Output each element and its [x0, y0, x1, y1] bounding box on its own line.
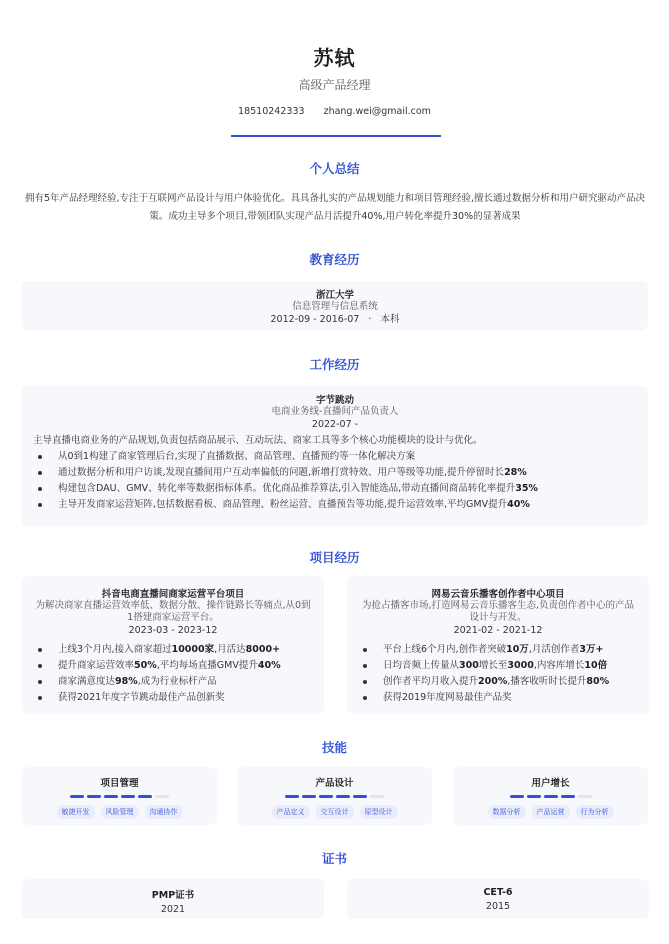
skill-level-segment — [336, 795, 350, 798]
skill-level-segment — [155, 795, 169, 798]
skill-level-segment — [70, 795, 84, 798]
skill-tags — [453, 805, 648, 819]
list-item: 提升商家运营效率50%,平均每场直播GMV提升40% — [38, 658, 324, 674]
skill-tag: 产品定义 — [272, 805, 310, 819]
section-title-skills: 技能 — [321, 740, 347, 755]
work-role: 电商业务线-直播间产品负责人 — [271, 406, 399, 417]
list-item: 平台上线6个月内,创作者突破10万,月活创作者3万+ — [363, 642, 649, 658]
skill-card — [453, 767, 648, 825]
cert-name: PMP证书 — [151, 890, 195, 901]
skill-tag: 原型设计 — [360, 805, 398, 819]
section-title-certs: 证书 — [321, 851, 347, 866]
company-name: 字节跳动 — [315, 395, 354, 406]
contact-info — [0, 106, 669, 117]
cert-card — [347, 879, 649, 919]
education-meta — [22, 313, 648, 326]
skill-level-segment — [319, 795, 333, 798]
skill-level-segment — [121, 795, 135, 798]
skill-tag: 数据分析 — [488, 805, 526, 819]
project-name: 网易云音乐播客创作者中心项目 — [431, 589, 565, 600]
skill-tag: 产品运营 — [532, 805, 570, 819]
skill-tag: 交互设计 — [316, 805, 354, 819]
skill-level-segment — [104, 795, 118, 798]
cert-year: 2021 — [160, 904, 186, 915]
header-divider — [231, 135, 441, 137]
list-item: 从0到1构建了商家管理后台,实现了直播数据、商品管理、直播预约等一体化解决方案 — [38, 449, 648, 465]
project-card — [347, 576, 649, 714]
section-title-education: 教育经历 — [309, 252, 360, 267]
skill-level-bar — [453, 795, 648, 798]
project-name: 抖音电商直播间商家运营平台项目 — [101, 589, 245, 600]
skill-level-segment — [544, 795, 558, 798]
resume-name: 苏轼 — [313, 46, 356, 70]
skill-level-segment — [561, 795, 575, 798]
list-item: 通过数据分析和用户访谈,发现直播间用户互动率偏低的问题,新增打赏特效、用户等级等功能,提升停留时长28% — [38, 465, 648, 481]
phone-number: 18510242333 — [238, 106, 305, 117]
school-name: 浙江大学 — [315, 290, 354, 301]
list-item: 获得2021年度字节跳动最佳产品创新奖 — [38, 690, 324, 706]
project-description: 为解决商家直播运营效率低、数据分散、操作链路长等痛点,从0到1搭建商家运营平台。 — [35, 600, 311, 623]
work-bullets — [22, 449, 648, 513]
project-bullets — [347, 642, 649, 706]
skill-tag: 敏捷开发 — [57, 805, 95, 819]
section-title-work: 工作经历 — [309, 357, 360, 372]
work-card — [22, 386, 648, 526]
skill-level-segment — [578, 795, 592, 798]
skill-name: 项目管理 — [100, 778, 139, 789]
list-item: 日均音频上传量从300增长至3000,内容库增长10倍 — [363, 658, 649, 674]
list-item: 主导开发商家运营矩阵,包括数据看板、商品管理、粉丝运营、直播预告等功能,提升运营效率,平均GMV提升40% — [38, 497, 648, 513]
skill-tag: 风险管理 — [101, 805, 139, 819]
skill-level-segment — [527, 795, 541, 798]
skill-level-bar — [22, 795, 217, 798]
list-item: 上线3个月内,接入商家超过10000家,月活达8000+ — [38, 642, 324, 658]
summary-text: 拥有5年产品经理经验,专注于互联网产品设计与用户体验优化。具具备扎实的产品规划能力和项目管理经验,擅长通过数据分析和用户研究驱动产品决策。成功主导多个项目,带领团队实现产品月活提升40%,用户转化率提升30%的显著成果 — [24, 193, 646, 222]
skill-level-segment — [302, 795, 316, 798]
separator: · — [368, 314, 372, 325]
education-card — [22, 281, 648, 331]
skill-tag: 行为分析 — [576, 805, 614, 819]
skill-tags — [237, 805, 432, 819]
email-address[interactable]: zhang.wei@gmail.com — [323, 106, 431, 117]
project-card — [22, 576, 324, 714]
skill-level-segment — [370, 795, 384, 798]
skill-name: 产品设计 — [315, 778, 354, 789]
project-dates: 2021-02 - 2021-12 — [453, 625, 543, 636]
skill-name: 用户增长 — [531, 778, 570, 789]
job-title: 高级产品经理 — [298, 78, 371, 92]
skill-level-segment — [285, 795, 299, 798]
skill-level-segment — [510, 795, 524, 798]
project-bullets — [22, 642, 324, 706]
cert-name: CET-6 — [483, 887, 513, 898]
skill-card — [237, 767, 432, 825]
skill-card — [22, 767, 217, 825]
cert-card — [22, 879, 324, 919]
major: 信息管理与信息系统 — [292, 301, 378, 312]
skill-level-segment — [353, 795, 367, 798]
skill-level-segment — [138, 795, 152, 798]
skill-tags — [22, 805, 217, 819]
list-item: 获得2019年度网易最佳产品奖 — [363, 690, 649, 706]
list-item: 构建包含DAU、GMV、转化率等数据指标体系。优化商品推荐算法,引入智能选品,带动直播间商品转化率提升35% — [38, 481, 648, 497]
degree: 本科 — [380, 314, 400, 325]
work-dates: 2022-07 - — [311, 419, 359, 430]
skill-tag: 沟通协作 — [145, 805, 183, 819]
cert-year: 2015 — [485, 901, 511, 912]
section-title-projects: 项目经历 — [309, 550, 360, 565]
list-item: 商家满意度达98%,成为行业标杆产品 — [38, 674, 324, 690]
project-description: 为抢占播客市场,打造网易云音乐播客生态,负责创作者中心的产品设计与开发。 — [361, 600, 635, 623]
skill-level-bar — [237, 795, 432, 798]
work-description: 主导直播电商业务的产品规划,负责包括商品展示、互动玩法、商家工具等多个核心功能模块的设计与优化。 — [33, 435, 483, 446]
project-dates: 2023-03 - 2023-12 — [128, 625, 218, 636]
list-item: 创作者平均月收入提升200%,播客收听时长提升80% — [363, 674, 649, 690]
education-dates: 2012-09 - 2016-07 — [270, 314, 360, 325]
skill-level-segment — [87, 795, 101, 798]
section-title-summary: 个人总结 — [309, 161, 360, 176]
